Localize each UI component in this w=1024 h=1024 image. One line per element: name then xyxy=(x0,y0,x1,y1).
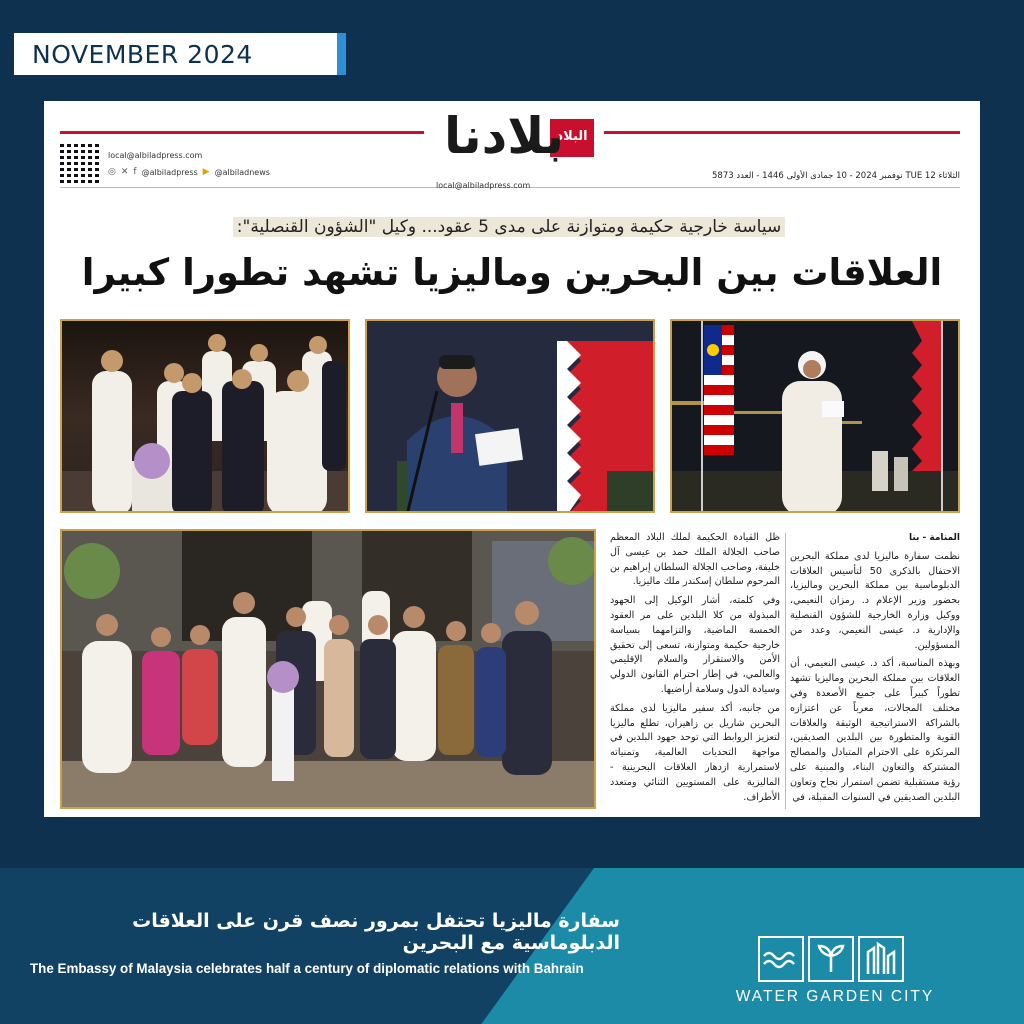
kicker xyxy=(194,217,824,237)
photo-speech-art xyxy=(367,321,655,513)
photo-flags-night xyxy=(670,319,960,513)
brand-logo xyxy=(720,930,950,1010)
article-paragraph-2: وبهذه المناسبة، أكد د. عيسى النعيمي، أن العلاقات بين مملكة البحرين وماليزيا تشهد تطوراً كبيراً على جميع الأصعدة وفي مختلف المجالات، معرباً عن اعتزازه بالشراكة الاستراتيجية الوثيقة والعلاقات القوية والمتطورة بين البلدين الصديقين، المرتكزة على الاحترام المتبادل والمصالح المشتركة والتعاون البناء، والمبنية على رؤية مستقبلية تضمن استمرار نجاح وتعاون البلدين الصديقين في السنوات المقبلة، في xyxy=(790,658,960,803)
column-divider xyxy=(785,533,786,809)
photo-ceremony-art xyxy=(62,321,350,513)
masthead-badge: البلاد xyxy=(556,129,588,144)
social-handle-1: @albiladpress xyxy=(141,167,198,177)
masthead-name: بلادنا xyxy=(444,107,564,165)
photo-flags-art xyxy=(672,321,960,513)
article-column-right xyxy=(790,531,960,815)
date-tag-text: NOVEMBER 2024 xyxy=(32,39,253,69)
photo-large-group xyxy=(60,529,596,809)
header-rule-left xyxy=(60,131,424,134)
brand-icons xyxy=(758,936,904,982)
article-paragraph-5: من جانبه، أكد سفير ماليزيا لدى مملكة البحرين شاريل بن زاهيران، تطلع ماليزيا لتعزيز الروابط التي توحد جهود البلدين في مواجهة التحديات العالمية، وتمنياته لاستمرارية ازدهار العلاقات البحرينية - الماليزية على المستويين الثنائي ومتعدد الأطراف. xyxy=(610,702,780,803)
photo-ceremony-group xyxy=(60,319,350,513)
instagram-icon: ◎ xyxy=(108,167,116,177)
youtube-icon: ▶ xyxy=(202,167,210,177)
qr-code xyxy=(60,143,100,183)
article-paragraph-3: ظل القيادة الحكيمة لملك البلاد المعظم صاحب الجلالة الملك حمد بن عيسى آل خليفة، وصاحب الجلالة السلطان إبراهيم بن المرحوم سلطان إسكندر ملك ماليزيا. xyxy=(610,532,780,588)
article-byline: المنامة - بنا xyxy=(908,533,960,543)
newspaper-clipping xyxy=(44,101,980,817)
facebook-icon: f xyxy=(133,167,137,177)
footer-title-english: The Embassy of Malaysia celebrates half a century of diplomatic relations with Bahrain xyxy=(30,961,584,976)
dateline: الثلاثاء TUE 12 نوفمبر 2024 - 10 جمادى الأولى 1446 - العدد 5873 xyxy=(712,171,960,181)
kicker-text: سياسة خارجية حكيمة ومتوازنة على مدى 5 عقود... وكيل "الشؤون القنصلية": xyxy=(233,217,785,237)
footer-title-arabic: سفارة ماليزيا تحتفل بمرور نصف قرن على العلاقات الدبلوماسية مع البحرين xyxy=(132,910,620,954)
masthead-email: local@albiladpress.com xyxy=(436,181,531,190)
brand-name: WATER GARDEN CITY xyxy=(735,988,935,1005)
leaf-icon xyxy=(808,936,854,982)
headline: العلاقات بين البحرين وماليزيا تشهد تطورا كبيرا xyxy=(81,251,943,294)
buildings-icon xyxy=(858,936,904,982)
header-rule-right xyxy=(604,131,960,134)
social-handle-2: @albiladnews xyxy=(214,167,270,177)
contact-email: local@albiladpress.com xyxy=(108,151,203,160)
photo-group-art xyxy=(62,531,596,809)
waves-icon xyxy=(758,936,804,982)
masthead xyxy=(434,107,594,173)
x-icon: ✕ xyxy=(120,167,129,177)
photo-ambassador-speech xyxy=(365,319,655,513)
date-tag xyxy=(14,33,346,75)
social-links xyxy=(108,167,270,177)
article-paragraph-1: نظمت سفارة ماليزيا لدى مملكة البحرين الاحتفال بالذكرى 50 لتأسيس العلاقات الدبلوماسية بين مملكة البحرين وماليزيا، بحضور وزير الإعلام د. رمزان النعيمي، ووكيل وزارة الخارجية للشؤون القنصلية والإدارية د. عيسى النعيمي، وعدد من المسؤولين. xyxy=(790,550,960,651)
article-column-left xyxy=(610,531,780,815)
article-paragraph-4: وفي كلمته، أشار الوكيل إلى الجهود المبذولة من كلا البلدين على مر العقود الخمسة الماضية، والتزامهما بسياسة خارجية حكيمة ومتوازنة، تسعى إلى تحقيق الأمن والاستقرار والسلام الإقليمي والعالمي، في إطار احترام القانون الدولي وسيادة الدول وسلامة أراضيها. xyxy=(610,595,780,695)
